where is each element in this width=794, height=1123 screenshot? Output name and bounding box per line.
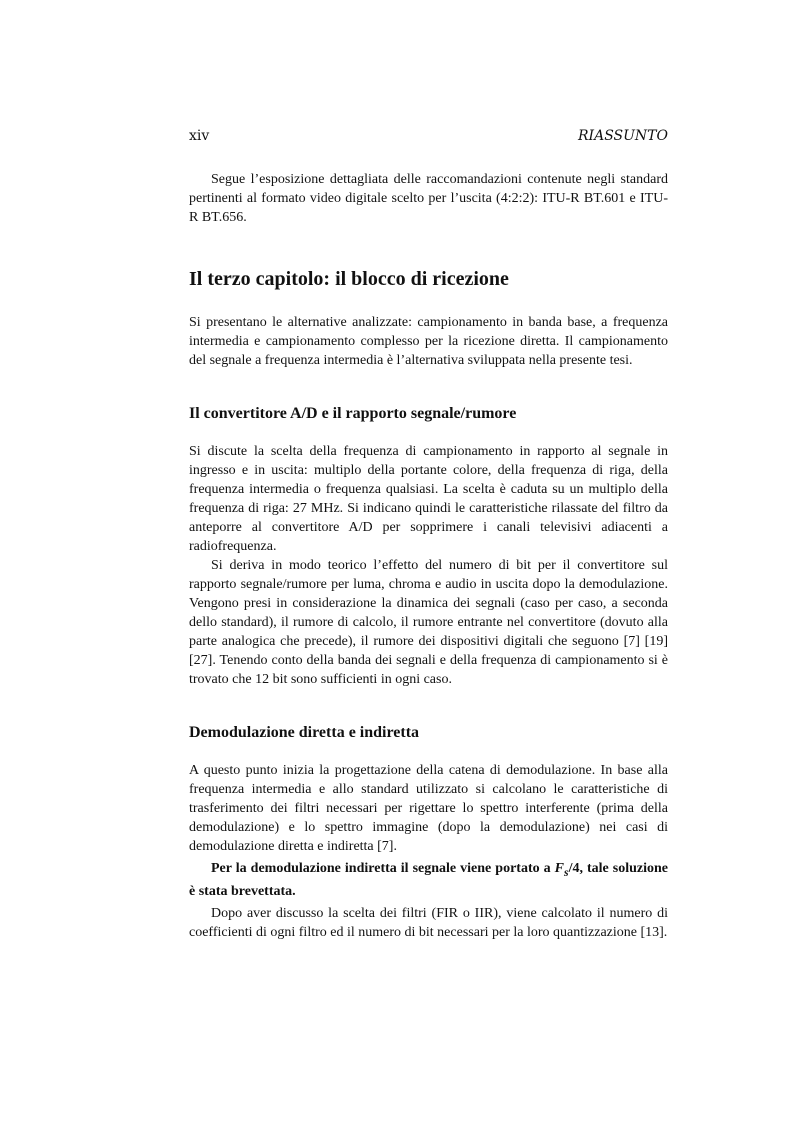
math-f: F bbox=[554, 861, 565, 876]
section-ad-paragraph-1: Si discute la scelta della frequenza di campionamento in rapporto al segnale in ingresso e in uscita: multiplo della portante colore, della frequenza di riga, della frequenza intermedia o frequenza qualsiasi. La scelta è caduta su un multiplo della frequenza di riga: 27 MHz. Si indicano quindi le caratteristiche rilassate del filtro da anteporre al convertitore A/D per sopprimere i canali televisivi adiacenti a radiofrequenza. bbox=[189, 444, 668, 554]
chapter-paragraph: Si presentano le alternative analizzate: campionamento in banda base, a frequenza intermedia e campionamento complesso per la ricezione diretta. Il campionamento del segnale a frequenza intermedia è l’alternativa sviluppata nella presente tesi. bbox=[189, 315, 668, 368]
intro-paragraph: Segue l’esposizione dettagliata delle raccomandazioni contenute negli standard pertinenti al formato video digitale scelto per l’uscita (4:2:2): ITU-R BT.601 e ITU-R BT.656. bbox=[189, 172, 668, 225]
patent-paragraph bbox=[189, 859, 668, 901]
section-demod-paragraph-3: Dopo aver discusso la scelta dei filtri (FIR o IIR), viene calcolato il numero di coefficienti di ogni filtro ed il numero di bit necessari per la loro quantizzazione [13]. bbox=[189, 905, 668, 940]
running-head bbox=[189, 126, 668, 146]
page-number: xiv bbox=[189, 128, 210, 144]
section-heading-ad: Il convertitore A/D e il rapporto segnale/rumore bbox=[189, 405, 517, 422]
section-demod-paragraph-1: A questo punto inizia la progettazione della catena di demodulazione. In base alla frequenza intermedia e allo standard utilizzato si calcolano le caratteristiche di trasferimento dei filtri necessari per rigettare lo spettro interferente (prima della demodulazione) e lo spettro immagine (dopo la demodulazione) nei casi di demodulazione diretta e indiretta [7]. bbox=[189, 763, 668, 854]
patent-text-prefix: Per la demodulazione indiretta il segnale viene portato a bbox=[211, 861, 555, 876]
section-ad-paragraph-2: Si deriva in modo teorico l’effetto del numero di bit per il convertitore sul rapporto segnale/rumore per luma, chroma e audio in uscita dopo la demodulazione. Vengono presi in considerazione la dinamica dei segnali (caso per caso, a seconda dello standard), il rumore di calcolo, il rumore entrante nel convertitore (dovuto alla parte analogica che precede), il rumore dei dispositivi digitali che seguono [7] [19] [27]. Tenendo conto della banda dei segnali e della frequenza di campionamento si è trovato che 12 bit sono sufficienti in ogni caso. bbox=[189, 558, 668, 687]
section-heading-demod: Demodulazione diretta e indiretta bbox=[189, 724, 420, 741]
math-fs bbox=[554, 861, 569, 879]
chapter-heading: Il terzo capitolo: il blocco di ricezione bbox=[189, 268, 509, 290]
math-subscript-s: s bbox=[564, 865, 569, 879]
page bbox=[189, 126, 668, 942]
patent-text-suffix: /4, tale soluzione è stata brevettata. bbox=[189, 861, 668, 899]
running-title: RIASSUNTO bbox=[578, 128, 668, 144]
